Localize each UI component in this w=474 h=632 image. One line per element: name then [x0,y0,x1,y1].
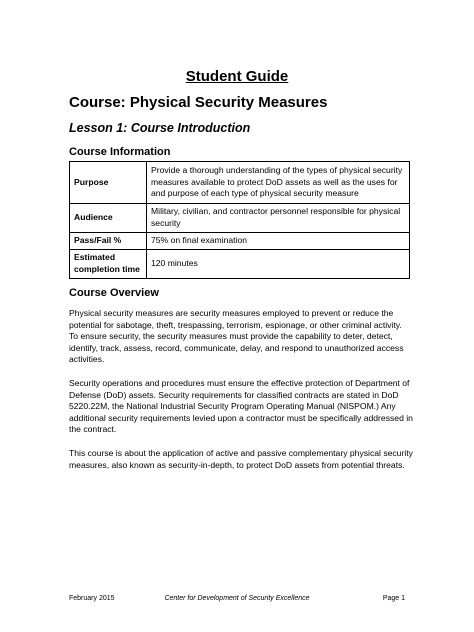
footer-organization: Center for Development of Security Excellence [164,595,310,602]
table-row-label: Estimated completion time [70,250,147,279]
course-information-heading: Course Information [69,146,171,158]
footer-date: February 2015 [69,595,115,602]
footer-page-number: Page 1 [382,595,405,602]
course-title: Course: Physical Security Measures [69,94,328,111]
table-row-value: Military, civilian, and contractor personnel responsible for physical security [147,204,410,233]
table-row [70,250,410,279]
table-row [70,204,410,233]
table-row [70,162,410,204]
overview-paragraph: Physical security measures are security measures employed to prevent or reduce the potential for sabotage, theft, trespassing, terrorism, espionage, or other criminal activity. To ensure security, the security measures must provide the capability to deter, detect, identify, track, assess, record, communicate, delay, and respond to unauthorized access activities. [69,308,404,365]
overview-paragraph: Security operations and procedures must ensure the effective protection of Department of Defense (DoD) assets. Security requirements for classified contracts are stated in DoD 5220.22M, the National Industrial Security Program Operating Manual (NISPOM.) Any additional security requirements levied upon a contractor must be specifically addressed in the contract. [69,378,413,435]
table-row-label: Audience [70,204,147,233]
table-row-value: 120 minutes [147,250,410,279]
course-information-table [69,161,410,279]
overview-paragraph: This course is about the application of active and passive complementary physical security measures, also known as security-in-depth, to protect DoD assets from potential threats. [69,448,413,470]
table-row-value: Provide a thorough understanding of the types of physical security measures available to protect DoD assets as well as the uses for and purpose of each type of physical security measure [147,162,410,204]
guide-title: Student Guide [185,68,289,85]
table-row-value: 75% on final examination [147,233,410,250]
table-row [70,233,410,250]
lesson-title: Lesson 1: Course Introduction [69,121,251,135]
table-row-label: Purpose [70,162,147,204]
table-row-label: Pass/Fail % [70,233,147,250]
course-overview-heading: Course Overview [69,287,159,299]
